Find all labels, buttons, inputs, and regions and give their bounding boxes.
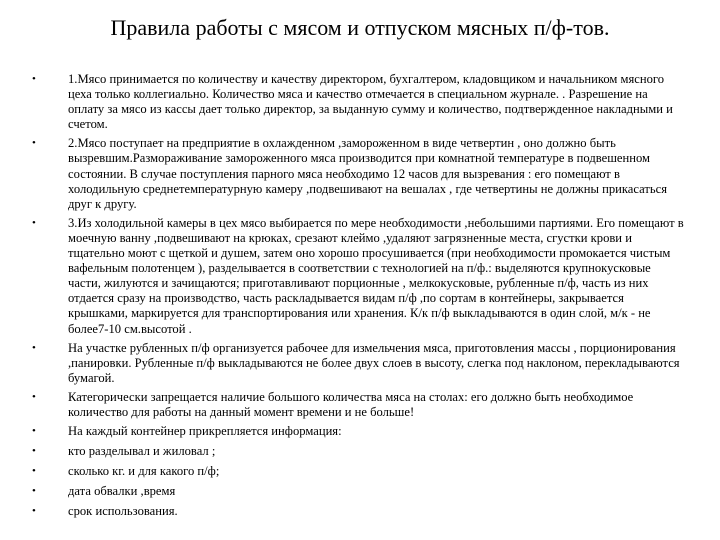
- list-item-text: сколько кг. и для какого п/ф;: [68, 464, 220, 479]
- bullet-icon: •: [32, 137, 36, 150]
- bullet-icon: •: [32, 425, 36, 438]
- bullet-icon: •: [32, 505, 36, 518]
- list-item: [32, 504, 684, 519]
- list-item-text: 1.Мясо принимается по количеству и качеству директором, бухгалтером, кладовщиком и начальником мясного цеха только коллегиально. Количество мяса и качество отмечается в специальном журнале. . Разрешение на оплату за мясо из кассы дает только директор, за выданную сумму и количество, подтвержденное накладными и счетом.: [68, 72, 673, 132]
- bullet-icon: •: [32, 485, 36, 498]
- bullet-icon: •: [32, 341, 36, 354]
- list-item: [32, 341, 684, 386]
- slide-title: Правила работы с мясом и отпуском мясных п/ф-тов.: [110, 15, 610, 40]
- list-item-text: На участке рубленных п/ф организуется рабочее для измельчения мяса, приготовления массы , порционирования ,панировки. Рубленные п/ф выкладываются не более двух слоев в высоту, слегка под наклоном, перекладываются бумагой.: [68, 340, 680, 385]
- list-item: [32, 72, 684, 132]
- bullet-icon: •: [32, 216, 36, 229]
- list-item: [32, 444, 684, 459]
- list-item-text: Категорически запрещается наличие большого количества мяса на столах: его должно быть необходимое количество для работы на данный момент времени и не больше!: [68, 389, 634, 419]
- list-item-text: На каждый контейнер прикрепляется информация:: [68, 424, 342, 439]
- bullet-icon: •: [32, 390, 36, 403]
- list-item: [32, 136, 684, 211]
- list-item: [32, 424, 684, 439]
- list-item-text: кто разделывал и жиловал ;: [68, 444, 216, 459]
- bullet-icon: •: [32, 445, 36, 458]
- list-item-text: 3.Из холодильной камеры в цех мясо выбирается по мере необходимости ,небольшими партиями. Его помещают в моечную ванну ,подвешивают на крюках, срезают клеймо ,удаляют загрязненные места, сгустки крови и тщательно моют с щеткой и душем, затем оно хорошо просушивается (при необходимости промокается чистым вафельным полотенцем ), разделывается в соответствии с технологией на п/ф.: выделяются крупнокусковые части, жилуются и зачищаются; приготавливают порционные , мелкокусковые, рубленные п/ф, часть из них отдается сразу на производство, часть раскладывается видам п/ф ,по сортам в контейнеры, закрывается крышками, маркируется для транспортирования или хранения. К/к п/ф выкладываются в один слой, м/к - не более7-10 см.высотой .: [68, 215, 684, 336]
- list-item-text: срок использования.: [68, 504, 178, 519]
- list-item-text: дата обвалки ,время: [68, 484, 176, 499]
- bullet-list: [32, 72, 684, 525]
- bullet-icon: •: [32, 465, 36, 478]
- list-item: [32, 216, 684, 337]
- list-item: [32, 464, 684, 479]
- list-item-text: 2.Мясо поступает на предприятие в охлажденном ,замороженном в виде четвертин , оно должно быть вызревшим.Размораживание замороженного мяса производится при комнатной температуре в подвешенном состоянии. В случае поступления парного мяса необходимо 12 часов для вызревания : его помещают в холодильную среднетемпературную камеру ,подвешивают на вешалах , где четвертины не должны прикасаться друг к другу.: [68, 136, 668, 211]
- bullet-icon: •: [32, 73, 36, 85]
- list-item: [32, 484, 684, 499]
- list-item: [32, 390, 684, 420]
